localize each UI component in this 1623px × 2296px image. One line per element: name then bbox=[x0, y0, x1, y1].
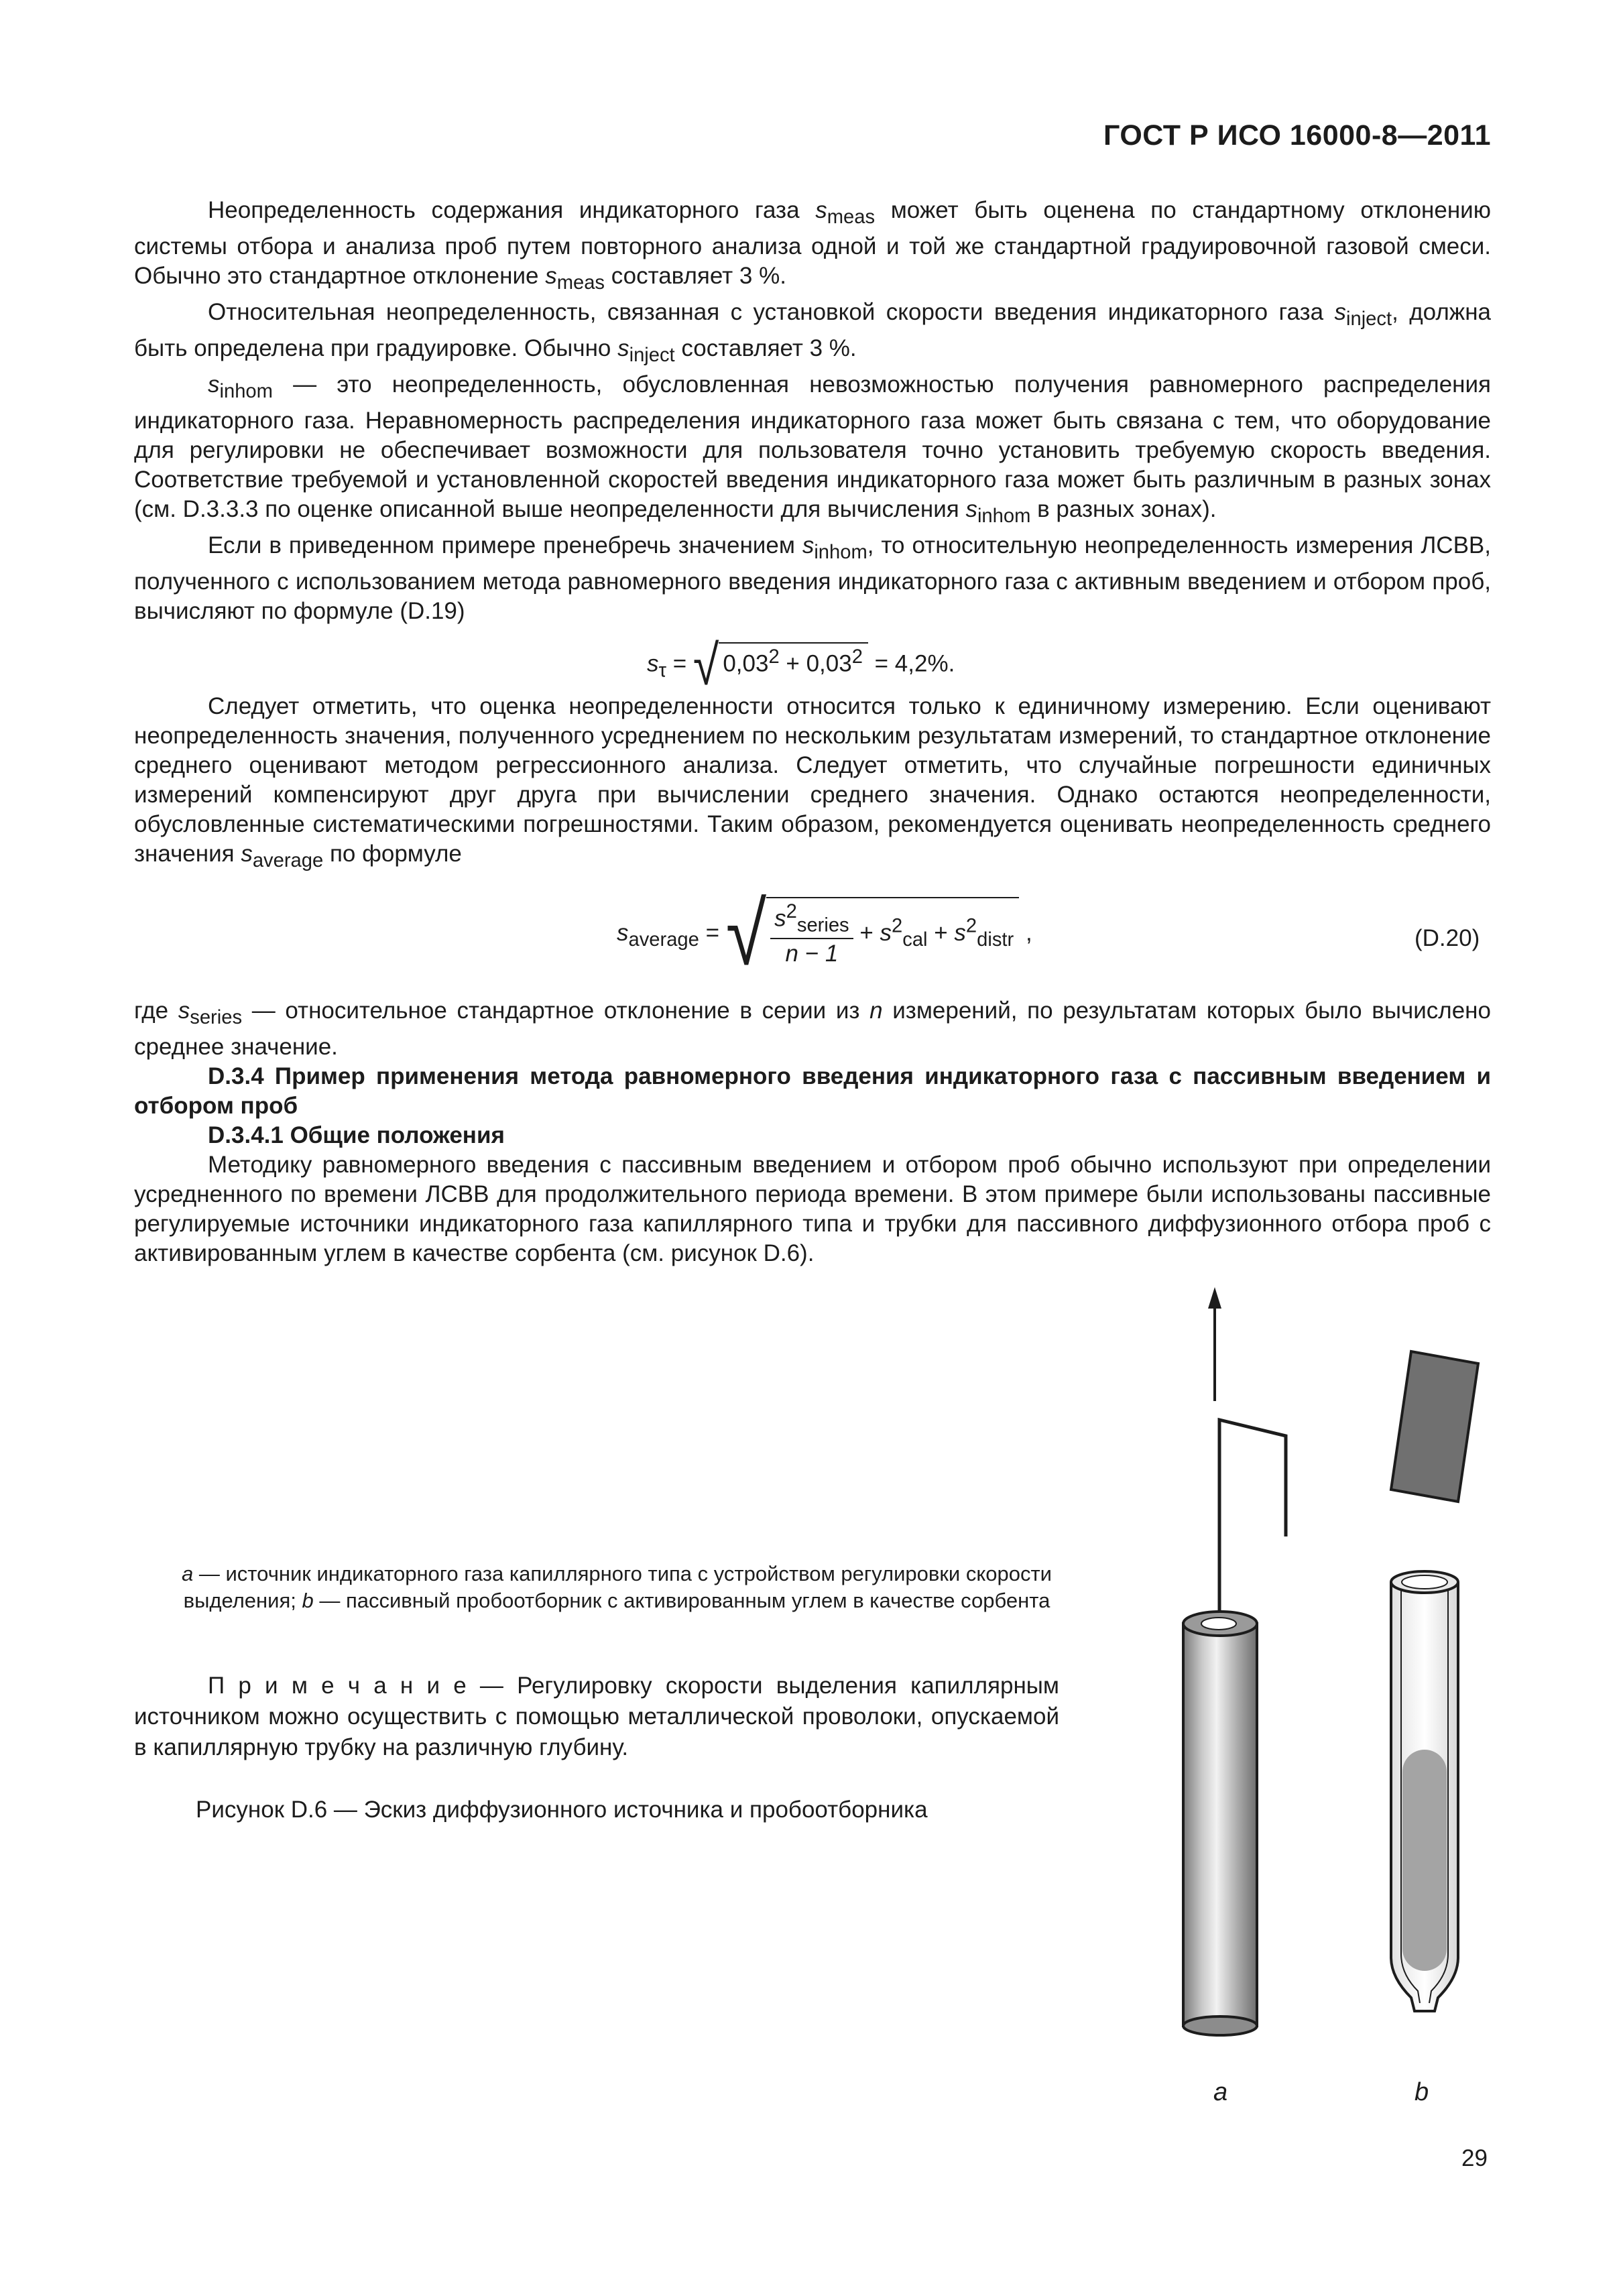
sqrt-sign: √ bbox=[693, 633, 719, 697]
note-label: П р и м е ч а н и е bbox=[208, 1673, 467, 1699]
paragraph-2: Относительная неопределенность, связанная с установкой скорости введения индикаторного газа $s_{inject}$, должна быть определена при градуировке. Обычно $s_{inject}$ составляет 3 %. bbox=[134, 299, 1491, 366]
paragraph-3: $s_{inhom}$ — это неопределенность, обусловленная невозможностью получения равномерного распределения индикаторного газа. Неравномерность распределения индикаторного газа может быть связана с тем, что оборудование для регулировки не обеспечивает возможности для пользователя точно установить требуемую скорость введения. Соответствие требуемой и установленной скоростей введения индикаторного газа может быть различным в разных зонах (см. D.3.3.3 по оценке описанной выше неопределенности для вычисления $s_{inhom}$ в разных зонах). bbox=[134, 371, 1491, 527]
body-text-top bbox=[134, 196, 1491, 626]
figure-label-a: a bbox=[1213, 2078, 1228, 2106]
figure-note: П р и м е ч а н и е — Регулировку скорости выделения капиллярным источником можно осуществить с помощью металлической проволоки, опускаемой в капиллярную трубку на различную глубину. bbox=[134, 1673, 1059, 1760]
section-heading-d-3-4-1: D.3.4.1 Общие положения bbox=[208, 1122, 505, 1148]
body-text-mid bbox=[134, 692, 1491, 875]
upward-arrow-icon bbox=[1208, 1287, 1221, 1401]
adjustment-wire bbox=[1219, 1420, 1286, 1616]
figure-label-b: b bbox=[1415, 2078, 1429, 2106]
formula-d19: $s_\tau$ = √ $0,03^2 + 0,03^2 = 4,2\%$. bbox=[647, 633, 955, 697]
figure-title: Рисунок D.6 — Эскиз диффузионного источника и пробоотборника bbox=[196, 1797, 928, 1823]
document-id: ГОСТ Р ИСО 16000-8—2011 bbox=[1103, 119, 1491, 152]
section-heading-d-3-4: D.3.4 Пример применения метода равномерного введения индикаторного газа с пассивным введением и отбором проб bbox=[134, 1063, 1491, 1119]
fraction: $\frac{s^2_{series}}{n - 1}$ bbox=[770, 901, 853, 968]
paragraph-1: Неопределенность содержания индикаторного газа $s_{meas}$ может быть оценена по стандартному отклонению системы отбора и анализа проб путем повторного анализа одной и той же стандартной градуировочной газовой смеси. Обычно это стандартное отклонение $s_{meas}$ составляет 3 %. bbox=[134, 197, 1491, 294]
sampler-cap bbox=[1391, 1351, 1478, 1502]
equation-number: (D.20) bbox=[1415, 925, 1480, 951]
figure-legend: a — источник индикаторного газа капиллярного типа с устройством регулировки скорости выделения; b — пассивный пробоотборник с активированным углем в качестве сорбента bbox=[182, 1562, 1052, 1612]
sqrt-sign: √ bbox=[725, 884, 767, 984]
activated-carbon-sorbent bbox=[1402, 1750, 1447, 1971]
page-number: 29 bbox=[1461, 2145, 1488, 2171]
paragraph-6: где $s_{series}$ — относительное стандартное отклонение в серии из n измерений, по результатам которых было вычислено среднее значение. bbox=[134, 998, 1491, 1060]
paragraph-5: Следует отметить, что оценка неопределенности относится только к единичному измерению. Если оценивают неопределенность значения, полученного усреднением по нескольким результатам измерений, то стандартное отклонение среднего оценивают методом регрессионного анализа. Следует отметить, что случайные погрешности единичных измерений компенсируют друг друга при вычислении среднего значения. Однако остаются неопределенности, обусловленные систематическими погрешностями. Таким образом, рекомендуется оценивать неопределенность среднего значения $s_{average}$ по формуле bbox=[134, 693, 1491, 871]
paragraph-4: Если в приведенном примере пренебречь значением $s_{inhom}$, то относительную неопределенность измерения ЛСВВ, полученного с использованием метода равномерного введения индикаторного газа с активным введением и отбором проб, вычисляют по формуле (D.19) bbox=[134, 532, 1491, 624]
passive-sampler-b bbox=[1391, 1571, 1458, 2011]
capillary-source-a bbox=[1183, 1612, 1257, 2035]
figure-d6-sketch bbox=[1140, 1287, 1515, 2132]
body-text-lower bbox=[134, 996, 1491, 1268]
paragraph-7: Методику равномерного введения с пассивным введением и отбором проб обычно используют при определении усредненного по времени ЛСВВ для продолжительного периода времени. В этом примере были использованы пассивные регулируемые источники индикаторного газа капиллярного типа и трубки для пассивного диффузионного отбора проб с активированным углем в качестве сорбента (см. рисунок D.6). bbox=[134, 1152, 1491, 1266]
formula-d20: $s_{average}$ = √ $\frac{s^2_{series}}{n - 1}$ + $s^2_{cal} + s^2_{distr}$ , bbox=[617, 892, 1032, 977]
